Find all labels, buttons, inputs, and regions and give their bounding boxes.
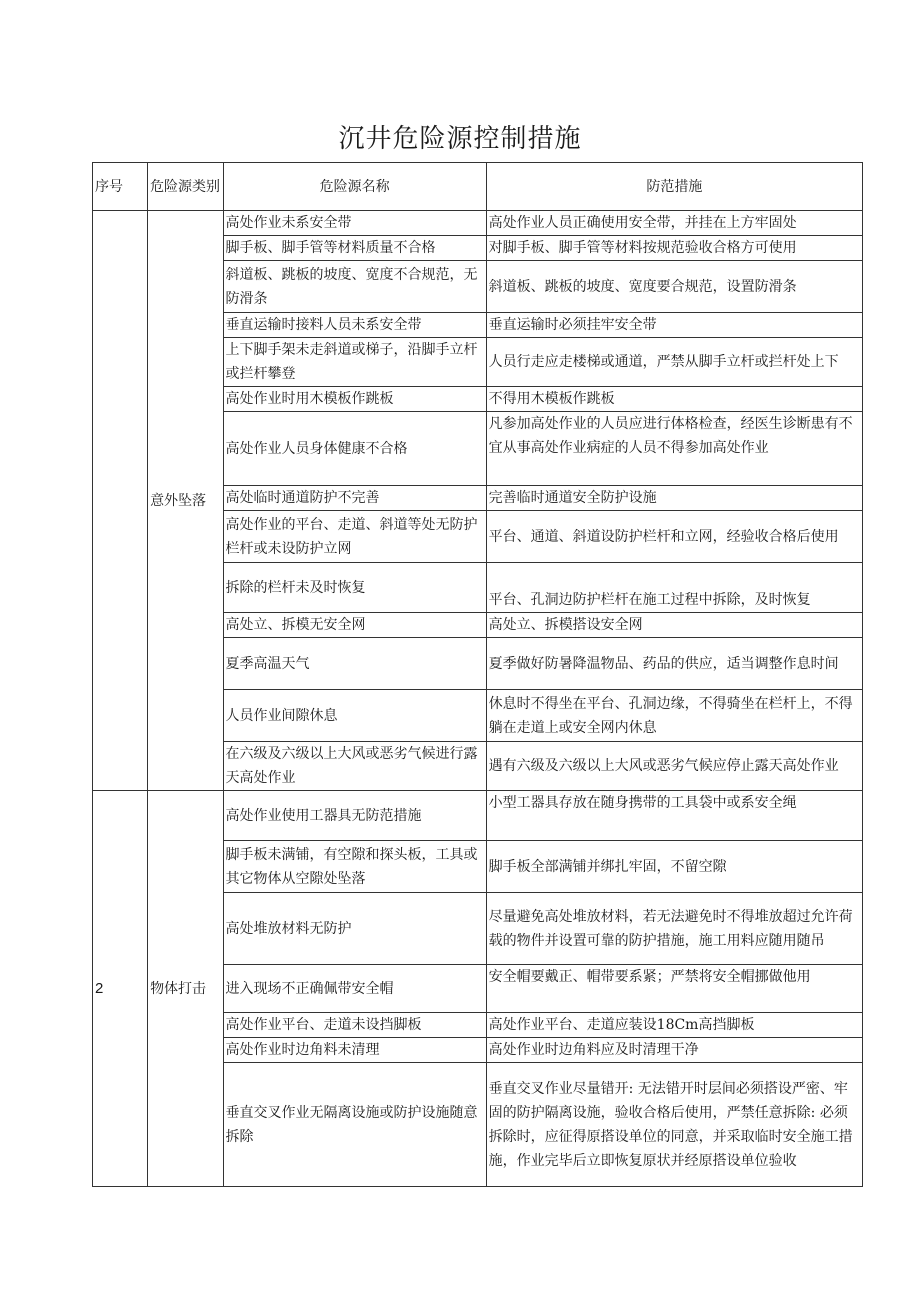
hazard-name: 高处作业使用工器具无防范措施 — [223, 791, 486, 841]
hazard-name: 进入现场不正确佩带安全帽 — [223, 965, 486, 1013]
hazard-name: 脚手板、脚手管等材料质量不合格 — [223, 236, 486, 261]
hazard-name: 脚手板未满铺，有空隙和探头板，工具或其它物体从空隙处坠落 — [223, 841, 486, 893]
hazard-name: 高处作业人员身体健康不合格 — [223, 412, 486, 486]
control-measure: 休息时不得坐在平台、孔洞边缘，不得骑坐在栏杆上，不得躺在走道上或安全网内休息 — [486, 690, 862, 742]
hazard-name: 垂直交叉作业无隔离设施或防护设施随意拆除 — [223, 1063, 486, 1187]
header-name: 危险源名称 — [223, 163, 486, 211]
control-measure: 完善临时通道安全防护设施 — [486, 486, 862, 511]
control-measure: 不得用木模板作跳板 — [486, 387, 862, 412]
control-measure: 安全帽要戴正、帽带要系紧；严禁将安全帽挪做他用 — [486, 965, 862, 1013]
hazard-name: 在六级及六级以上大风或恶劣气候进行露天高处作业 — [223, 742, 486, 791]
control-measure: 尽量避免高处堆放材料，若无法避免时不得堆放超过允许荷载的物件并设置可靠的防护措施，施工用料应随用随吊 — [486, 893, 862, 965]
hazard-name: 垂直运输时接料人员未系安全带 — [223, 313, 486, 338]
table-row — [93, 211, 863, 236]
control-measure: 凡参加高处作业的人员应进行体格检查，经医生诊断患有不宜从事高处作业病症的人员不得参加高处作业 — [486, 412, 862, 486]
hazard-name: 高处作业时边角料未清理 — [223, 1038, 486, 1063]
hazard-name: 高处堆放材料无防护 — [223, 893, 486, 965]
hazard-name: 高处临时通道防护不完善 — [223, 486, 486, 511]
control-measure: 脚手板全部满铺并绑扎牢固，不留空隙 — [486, 841, 862, 893]
control-measure: 垂直交叉作业尽量错开: 无法错开时层间必须搭设严密、牢固的防护隔离设施，验收合格后使用，严禁任意拆除: 必须拆除时，应征得原搭设单位的同意，并采取临时安全施工措施，作业完毕后立即恢复原状并经原搭设单位验收 — [486, 1063, 862, 1187]
group-seq: 2 — [93, 791, 148, 1187]
page-title: 沉井危险源控制措施 — [338, 124, 582, 154]
group-seq — [93, 211, 148, 791]
header-measure: 防范措施 — [486, 163, 862, 211]
control-measure: 遇有六级及六级以上大风或恶劣气候应停止露天高处作业 — [486, 742, 862, 791]
hazard-name: 人员作业间隙休息 — [223, 690, 486, 742]
control-measure: 平台、孔洞边防护栏杆在施工过程中拆除，及时恢复 — [486, 563, 862, 613]
control-measure: 对脚手板、脚手管等材料按规范验收合格方可使用 — [486, 236, 862, 261]
control-measure: 高处立、拆模搭设安全网 — [486, 613, 862, 638]
group-category: 意外坠落 — [148, 211, 223, 791]
control-measure: 夏季做好防暑降温物品、药品的供应，适当调整作息时间 — [486, 638, 862, 690]
hazard-name: 夏季高温天气 — [223, 638, 486, 690]
group-category: 物体打击 — [148, 791, 223, 1187]
header-seq: 序号 — [93, 163, 148, 211]
control-measure: 垂直运输时必须挂牢安全带 — [486, 313, 862, 338]
hazard-name: 高处作业平台、走道未设挡脚板 — [223, 1013, 486, 1038]
control-measure: 人员行走应走楼梯或通道，严禁从脚手立杆或拦杆处上下 — [486, 338, 862, 387]
header-row — [93, 163, 863, 211]
control-measure: 小型工器具存放在随身携带的工具袋中或系安全绳 — [486, 791, 862, 841]
hazard-name: 高处立、拆模无安全网 — [223, 613, 486, 638]
control-measure: 平台、通道、斜道设防护栏杆和立网，经验收合格后使用 — [486, 511, 862, 563]
control-measure: 高处作业平台、走道应装设18Cm高挡脚板 — [486, 1013, 862, 1038]
control-measure: 斜道板、跳板的坡度、宽度要合规范，设置防滑条 — [486, 261, 862, 313]
hazard-name: 高处作业的平台、走道、斜道等处无防护栏杆或未设防护立网 — [223, 511, 486, 563]
header-category: 危险源类别 — [148, 163, 223, 211]
hazard-name: 拆除的栏杆未及时恢复 — [223, 563, 486, 613]
table-row — [93, 791, 863, 841]
hazard-name: 高处作业时用木模板作跳板 — [223, 387, 486, 412]
hazard-table — [92, 162, 863, 1187]
hazard-name: 斜道板、跳板的坡度、宽度不合规范，无防滑条 — [223, 261, 486, 313]
control-measure: 高处作业人员正确使用安全带，并挂在上方牢固处 — [486, 211, 862, 236]
control-measure: 高处作业时边角料应及时清理干净 — [486, 1038, 862, 1063]
hazard-name: 上下脚手架未走斜道或梯子，沿脚手立杆或拦杆攀登 — [223, 338, 486, 387]
hazard-name: 高处作业未系安全带 — [223, 211, 486, 236]
